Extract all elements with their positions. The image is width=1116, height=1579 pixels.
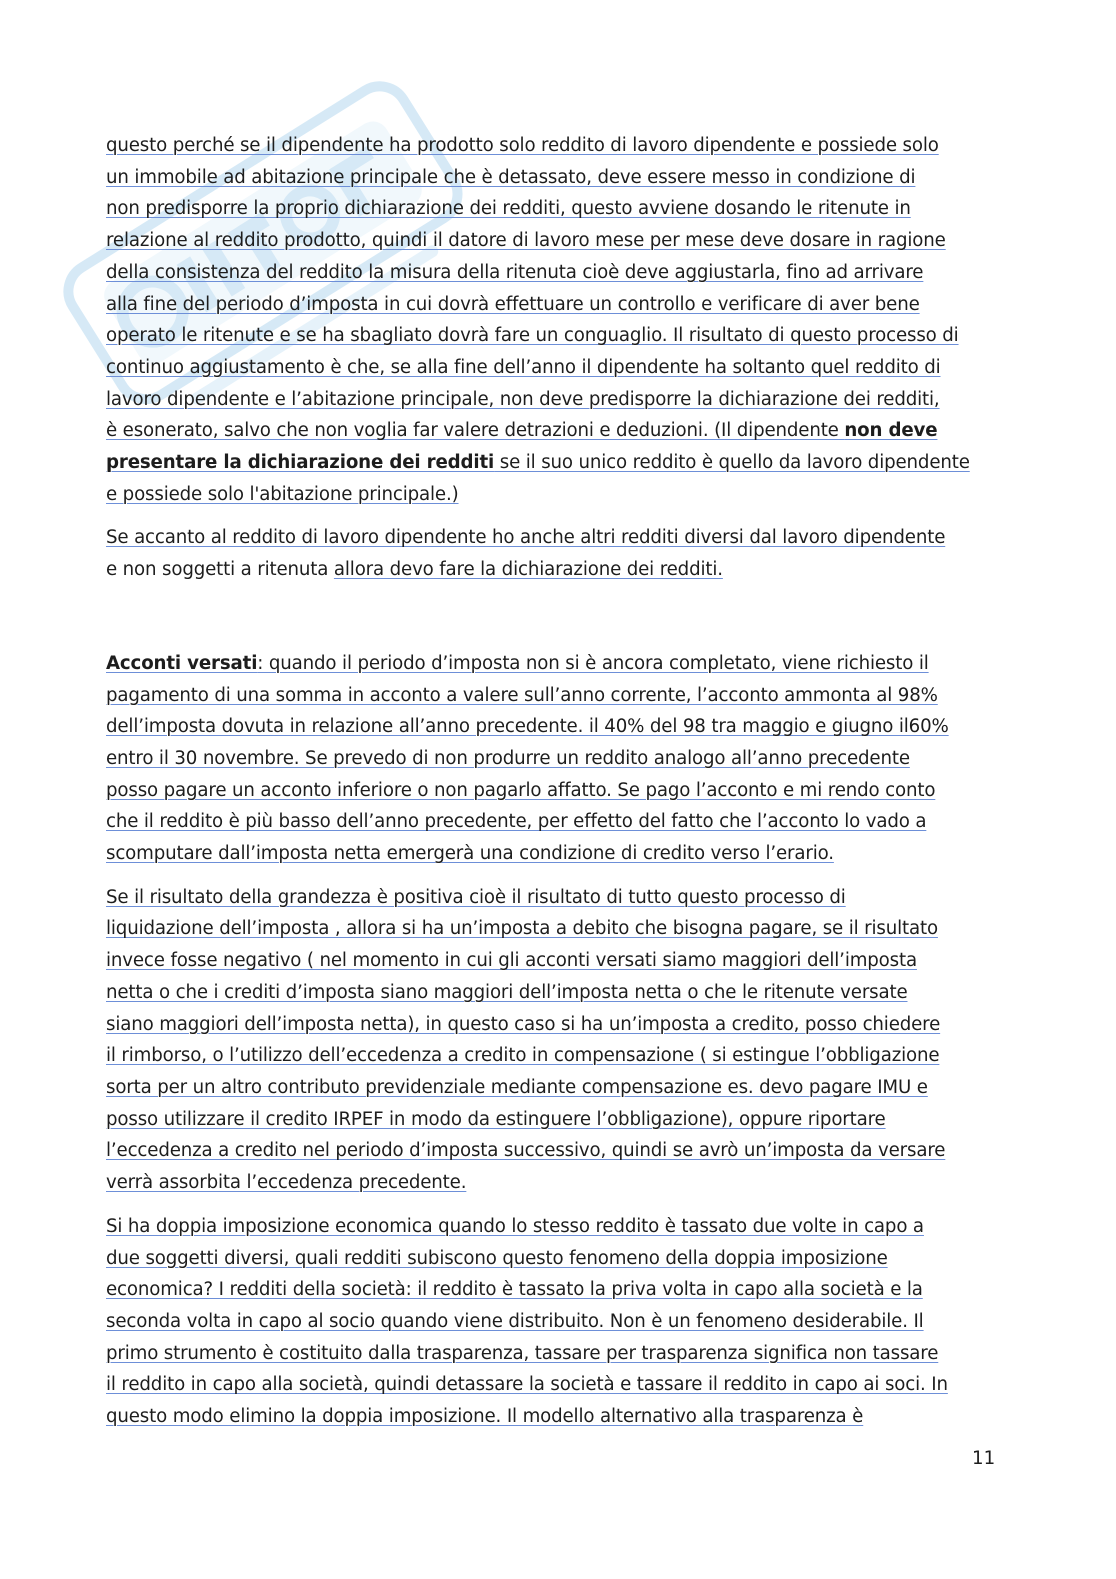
text-line <box>106 1140 945 1161</box>
text-span: verrà assorbita l’eccedenza precedente. <box>106 1172 467 1194</box>
text-line <box>106 887 846 908</box>
text-line <box>106 716 949 737</box>
text-line <box>106 1248 888 1269</box>
text-span: primo strumento è costituito dalla trasparenza, tassare per trasparenza significa non tassare <box>106 1342 939 1364</box>
paragraph <box>106 882 1006 1199</box>
bold-text: non deve <box>844 420 938 442</box>
text-line <box>106 230 946 251</box>
text-line <box>106 325 959 346</box>
text-line <box>106 262 923 283</box>
text-line <box>106 918 938 939</box>
text-line <box>106 452 970 473</box>
text-line <box>106 811 926 832</box>
text-span: un immobile ad abitazione principale che è detassato, deve essere messo in condizione di <box>106 166 916 188</box>
text-line <box>106 982 908 1003</box>
text-line <box>106 294 920 315</box>
paragraph <box>106 1211 1006 1433</box>
text-span: entro il 30 novembre. Se prevedo di non produrre un reddito analogo all’anno precedente <box>106 747 910 769</box>
text-span: seconda volta in capo al socio quando viene distribuito. Non è un fenomeno desiderabile. Il <box>106 1310 924 1332</box>
text-line <box>106 167 915 188</box>
paragraph <box>106 522 1006 585</box>
text-span: : quando il periodo d’imposta non si è ancora completato, viene richiesto il <box>257 652 929 674</box>
text-line <box>106 1109 886 1130</box>
text-line <box>106 653 929 674</box>
text-span: Se accanto al reddito di lavoro dipendente ho anche altri redditi diversi dal lavoro dipendente <box>106 527 946 549</box>
text-line <box>106 1311 924 1332</box>
text-span: l’eccedenza a credito nel periodo d’imposta successivo, quindi se avrò un’imposta da versare <box>106 1140 946 1162</box>
text-span: due soggetti diversi, quali redditi subiscono questo fenomeno della doppia imposizione <box>106 1247 888 1269</box>
text-line <box>106 1077 928 1098</box>
document-body <box>106 130 1006 1433</box>
text-span: questo perché se il dipendente ha prodotto solo reddito di lavoro dipendente e possiede solo <box>106 135 939 156</box>
text-span: operato le ritenute e se ha sbagliato dovrà fare un conguaglio. Il risultato di questo processo di <box>106 325 959 347</box>
text-line <box>106 198 911 219</box>
text-span: liquidazione dell’imposta , allora si ha un’imposta a debito che bisogna pagare, se il risultato <box>106 918 938 940</box>
text-span: allora devo fare la dichiarazione dei redditi. <box>333 559 723 581</box>
text-line <box>106 1172 466 1193</box>
paragraph <box>106 130 1006 510</box>
text-line <box>106 527 945 548</box>
bold-text: presentare la dichiarazione dei redditi <box>106 452 495 474</box>
text-line <box>106 389 940 410</box>
text-line <box>106 1406 863 1427</box>
text-span: Se il risultato della grandezza è positiva cioè il risultato di tutto questo processo di <box>106 886 846 908</box>
text-line <box>106 1014 940 1035</box>
text-span: siano maggiori dell’imposta netta), in questo caso si ha un’imposta a credito, posso chiedere <box>106 1013 941 1035</box>
text-line <box>106 135 939 156</box>
bold-text: Acconti versati <box>106 652 258 674</box>
text-line <box>106 1343 938 1364</box>
text-line <box>106 357 941 378</box>
text-span: invece fosse negativo ( nel momento in cui gli acconti versati siamo maggiori dell’imposta <box>106 950 917 972</box>
text-span: e possiede solo l'abitazione principale.) <box>106 483 459 505</box>
text-span: e non soggetti a ritenuta <box>106 559 334 581</box>
text-span: che il reddito è più basso dell’anno precedente, per effetto del fatto che l’acconto lo vado a <box>106 811 927 833</box>
text-line <box>106 420 937 441</box>
text-span: posso utilizzare il credito IRPEF in modo da estinguere l’obbligazione), oppure riportare <box>106 1108 886 1130</box>
text-span: alla fine del periodo d’imposta in cui dovrà effettuare un controllo e verificare di aver bene <box>106 293 920 315</box>
text-line <box>106 950 917 971</box>
text-span: posso pagare un acconto inferiore o non pagarlo affatto. Se pago l’acconto e mi rendo conto <box>106 779 936 801</box>
text-span: Si ha doppia imposizione economica quando lo stesso reddito è tassato due volte in capo a <box>106 1215 924 1237</box>
text-span: il reddito in capo alla società, quindi detassare la società e tassare il reddito in capo ai soci. In <box>106 1374 948 1396</box>
text-line <box>106 1374 948 1395</box>
text-span: questo modo elimino la doppia imposizione. Il modello alternativo alla trasparenza è <box>106 1406 864 1428</box>
text-line <box>106 748 910 769</box>
text-span: pagamento di una somma in acconto a valere sull’anno corrente, l’acconto ammonta al 98% <box>106 684 938 706</box>
text-span: netta o che i crediti d’imposta siano maggiori dell’imposta netta o che le ritenute versate <box>106 981 908 1003</box>
text-span: continuo aggiustamento è che, se alla fine dell’anno il dipendente ha soltanto quel reddito di <box>106 356 941 378</box>
text-line <box>106 780 935 801</box>
text-span: economica? I redditi della società: il reddito è tassato la priva volta in capo alla società e la <box>106 1279 923 1301</box>
text-line <box>106 1216 924 1237</box>
text-line <box>106 843 834 864</box>
text-line <box>106 559 723 580</box>
text-span: relazione al reddito prodotto, quindi il datore di lavoro mese per mese deve dosare in ragione <box>106 230 946 252</box>
text-span: il rimborso, o l’utilizzo dell’eccedenza a credito in compensazione ( si estingue l’obbligazione <box>106 1045 940 1067</box>
text-line <box>106 685 938 706</box>
text-span: è esonerato, salvo che non voglia far valere detrazioni e deduzioni. (Il dipendente <box>106 420 845 442</box>
text-span: lavoro dipendente e l’abitazione principale, non deve predisporre la dichiarazione dei redditi, <box>106 388 940 410</box>
text-line <box>106 1045 939 1066</box>
text-span: dell’imposta dovuta in relazione all’anno precedente. il 40% del 98 tra maggio e giugno il60% <box>106 716 949 738</box>
text-line <box>106 484 459 505</box>
text-span: scomputare dall’imposta netta emergerà una condizione di credito verso l’erario. <box>106 843 834 865</box>
text-span: sorta per un altro contributo previdenziale mediante compensazione es. devo pagare IMU e <box>106 1076 928 1098</box>
text-span: non predisporre la proprio dichiarazione dei redditi, questo avviene dosando le ritenute in <box>106 198 911 220</box>
text-span: se il suo unico reddito è quello da lavoro dipendente <box>494 452 970 474</box>
text-line <box>106 1279 923 1300</box>
paragraph <box>106 648 1006 870</box>
page-number: 11 <box>972 1448 996 1469</box>
text-span: della consistenza del reddito la misura della ritenuta cioè deve aggiustarla, fino ad arrivare <box>106 261 924 283</box>
